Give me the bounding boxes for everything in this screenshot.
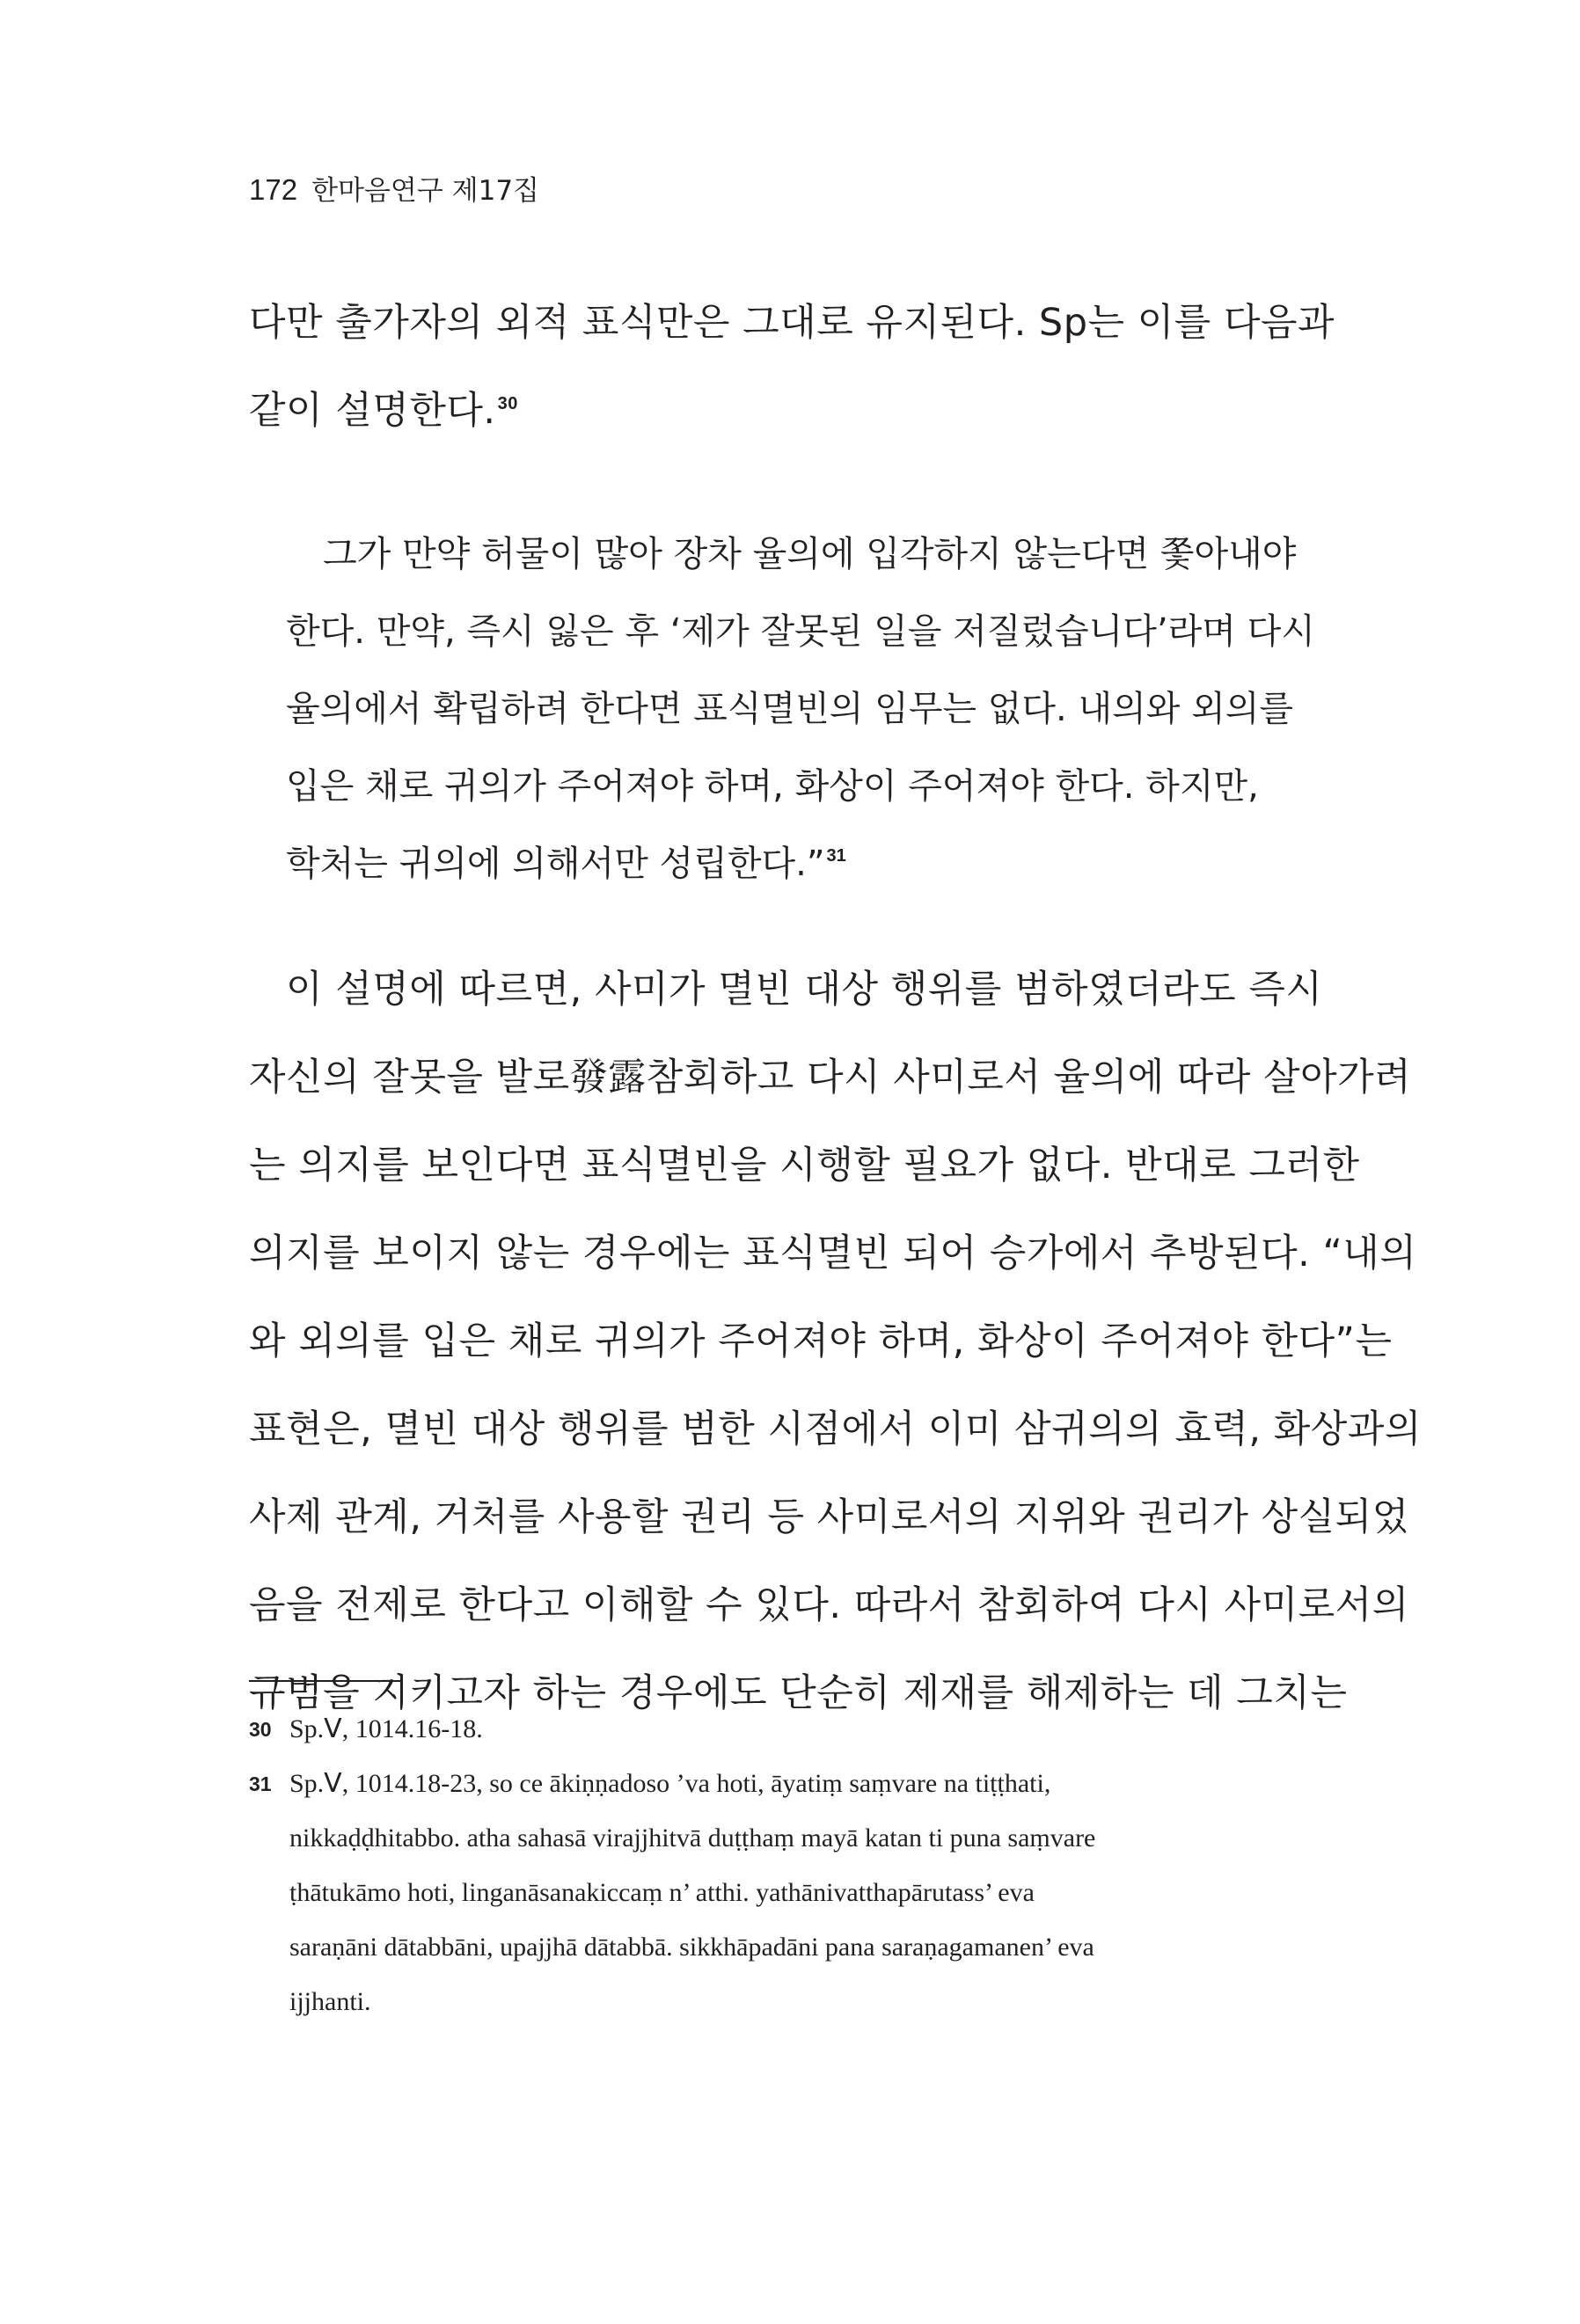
paragraph-line: 이 설명에 따르면, 사미가 멸빈 대상 행위를 범하였더라도 즉시 xyxy=(286,968,1323,1012)
footnote-line: ijjhanti. xyxy=(289,1987,371,2016)
body-paragraph-2 xyxy=(249,946,1422,1737)
journal-title: 한마음연구 제17집 xyxy=(311,175,539,207)
footnote-line: nikkaḍḍhitabbo. atha sahasā virajjhitvā duṭṭhaṃ mayā katan ti puna saṃvare xyxy=(289,1823,1096,1853)
block-quote xyxy=(286,515,1315,903)
footnote-31 xyxy=(249,1757,1331,2029)
paragraph-line: 규범을 지키고자 하는 경우에도 단순히 제재를 해제하는 데 그치는 xyxy=(249,1671,1348,1715)
paragraph-line: 자신의 잘못을 발로發露참회하고 다시 사미로서 율의에 따라 살아가려 xyxy=(249,1056,1412,1100)
footnote-line: Sp.Ⅴ, 1014.18-23, so ce ākiṇṇadoso ’va hoti, āyatiṃ saṃvare na tiṭṭhati, xyxy=(289,1769,1051,1798)
footnote-30 xyxy=(249,1702,1331,1757)
paragraph-line: 사제 관계, 거처를 사용할 권리 등 사미로서의 지위와 권리가 상실되었 xyxy=(249,1495,1409,1539)
body-paragraph-1 xyxy=(249,279,1335,455)
footnote-line: Sp.Ⅴ, 1014.16-18. xyxy=(289,1714,483,1743)
quote-line xyxy=(286,825,1306,903)
footnote-line: saraṇāni dātabbāni, upajjhā dātabbā. sikkhāpadāni pana saraṇagamanen’ eva xyxy=(289,1933,1094,1962)
quote-line: 한다. 만약, 즉시 잃은 후 ‘제가 잘못된 일을 저질렀습니다’라며 다시 xyxy=(286,611,1315,652)
page-number: 172 xyxy=(249,173,298,206)
quote-line-text: 학처는 귀의에 의해서만 성립한다.” xyxy=(286,844,825,884)
footnote-line: ṭhātukāmo hoti, linganāsanakiccaṃ n’ atthi. yathānivatthapārutass’ eva xyxy=(289,1878,1035,1907)
running-header xyxy=(249,172,539,208)
footnote-ref-31[interactable]: 31 xyxy=(826,846,846,866)
footnote-divider xyxy=(249,1680,400,1682)
footnote-ref-30[interactable]: 30 xyxy=(497,394,518,413)
paragraph-line: 표현은, 멸빈 대상 행위를 범한 시점에서 이미 삼귀의의 효력, 화상과의 xyxy=(249,1407,1422,1451)
paragraph-line: 다만 출가자의 외적 표식만은 그대로 유지된다. Sp는 이를 다음과 xyxy=(249,301,1335,345)
paragraph-line: 는 의지를 보인다면 표식멸빈을 시행할 필요가 없다. 반대로 그러한 xyxy=(249,1144,1360,1188)
footnote-number: 30 xyxy=(249,1718,272,1741)
quote-line: 율의에서 확립하려 한다면 표식멸빈의 임무는 없다. 내의와 외의를 xyxy=(286,689,1293,729)
paragraph-line: 음을 전제로 한다고 이해할 수 있다. 따라서 참회하여 다시 사미로서의 xyxy=(249,1583,1409,1627)
paragraph-line xyxy=(249,367,1331,455)
quote-line: 그가 만약 허물이 많아 장차 율의에 입각하지 않는다면 쫓아내야 xyxy=(323,534,1297,574)
paragraph-line-text: 같이 설명한다. xyxy=(249,389,496,433)
footnotes xyxy=(249,1702,1331,2029)
paragraph-line: 와 외의를 입은 채로 귀의가 주어져야 하며, 화상이 주어져야 한다”는 xyxy=(249,1319,1393,1363)
footnote-number: 31 xyxy=(249,1772,272,1795)
paragraph-line: 의지를 보이지 않는 경우에는 표식멸빈 되어 승가에서 추방된다. “내의 xyxy=(249,1231,1417,1275)
quote-line: 입은 채로 귀의가 주어져야 하며, 화상이 주어져야 한다. 하지만, xyxy=(286,766,1259,807)
